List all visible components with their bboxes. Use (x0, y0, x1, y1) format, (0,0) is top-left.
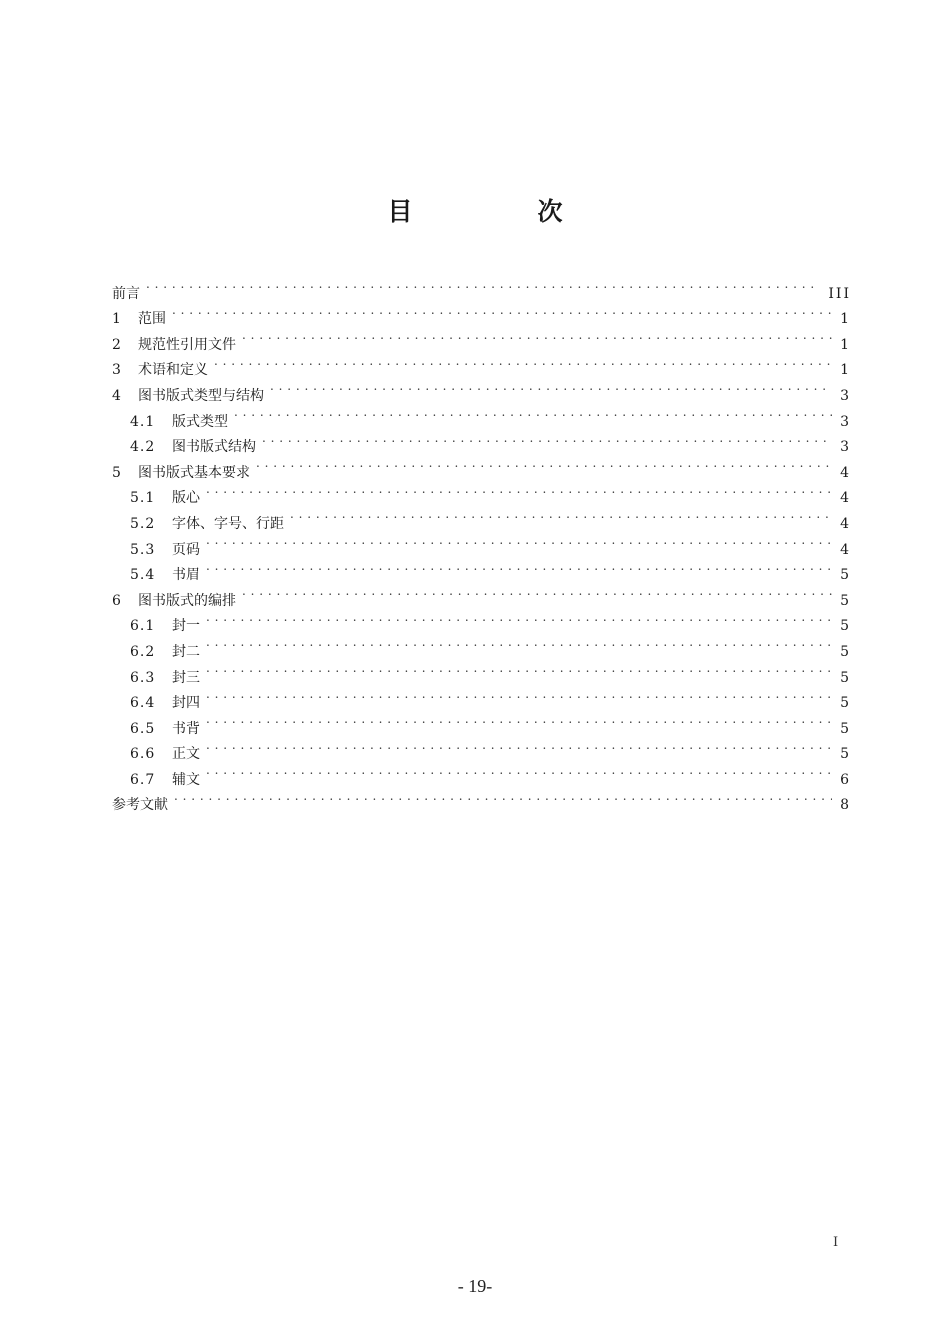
toc-dot-leader (206, 733, 832, 759)
toc-entry-number: 4 (112, 387, 122, 404)
toc-dot-leader (206, 682, 832, 708)
toc-entry-label: 版心 (172, 490, 200, 507)
toc-entry-label: 参考文献 (112, 797, 168, 814)
toc-entry-page: 1 (840, 311, 851, 328)
toc-entry-label: 正文 (172, 746, 200, 763)
toc-entry[interactable] (112, 758, 851, 788)
toc-entry-label: 页码 (172, 541, 200, 558)
toc-dot-leader (206, 758, 832, 784)
toc-entry[interactable] (112, 630, 851, 660)
toc-entry-number: 6 (112, 592, 122, 609)
toc-dot-leader (174, 784, 832, 810)
toc-entry-number: 6.4 (130, 695, 156, 712)
toc-entry-number: 6.6 (130, 746, 156, 763)
toc-entry-page: 5 (840, 695, 851, 712)
toc-entry[interactable] (112, 605, 851, 635)
toc-entry-label: 版式类型 (172, 413, 228, 430)
toc-entry-label: 范围 (138, 311, 166, 328)
toc-dot-leader (146, 272, 820, 298)
toc-entry-page: 3 (840, 387, 851, 404)
toc-entry-page: 5 (840, 669, 851, 686)
toc-entry-page: 3 (840, 439, 851, 456)
toc-entry-page: 5 (840, 618, 851, 635)
toc-entry-page: 4 (840, 490, 851, 507)
toc-dot-leader (206, 707, 832, 733)
toc-entry[interactable] (112, 579, 851, 609)
toc-dot-leader (290, 502, 832, 528)
toc-entry[interactable] (112, 502, 851, 532)
toc-entry-number: 4.2 (130, 439, 156, 456)
toc-entry-number: 2 (112, 336, 122, 353)
table-of-contents (112, 272, 851, 814)
toc-dot-leader (214, 349, 832, 375)
toc-dot-leader (242, 579, 832, 605)
toc-dot-leader (206, 605, 832, 631)
toc-entry-page: 4 (840, 464, 851, 481)
toc-entry-number: 5.3 (130, 541, 156, 558)
toc-entry-label: 术语和定义 (138, 362, 208, 379)
toc-entry-page: 5 (840, 746, 851, 763)
toc-entry-page: 4 (840, 541, 851, 558)
toc-entry-page: 1 (840, 336, 851, 353)
toc-entry[interactable] (112, 272, 851, 302)
toc-dot-leader (206, 554, 832, 580)
toc-dot-leader (206, 477, 832, 503)
toc-entry-label: 图书版式结构 (172, 439, 256, 456)
roman-folio: I (833, 1235, 839, 1250)
toc-entry-label: 图书版式基本要求 (138, 464, 250, 481)
toc-entry-number: 3 (112, 362, 122, 379)
toc-entry-label: 封四 (172, 695, 200, 712)
toc-entry-label: 图书版式类型与结构 (138, 387, 264, 404)
toc-entry-label: 图书版式的编排 (138, 592, 236, 609)
toc-entry-number: 5.2 (130, 515, 156, 532)
toc-entry-page: 6 (840, 771, 851, 788)
toc-dot-leader (172, 298, 832, 324)
toc-entry-label: 前言 (112, 285, 140, 302)
toc-entry-number: 6.2 (130, 643, 156, 660)
toc-entry[interactable] (112, 707, 851, 737)
toc-entry[interactable] (112, 374, 851, 404)
toc-entry-number: 4.1 (130, 413, 156, 430)
toc-entry-label: 规范性引用文件 (138, 336, 236, 353)
toc-dot-leader (242, 323, 832, 349)
toc-entry[interactable] (112, 784, 851, 814)
toc-entry-label: 书背 (172, 720, 200, 737)
toc-entry-page: 8 (840, 797, 851, 814)
toc-entry-number: 6.7 (130, 771, 156, 788)
toc-entry-number: 1 (112, 311, 122, 328)
toc-entry[interactable] (112, 477, 851, 507)
toc-entry[interactable] (112, 682, 851, 712)
toc-entry-page: 4 (840, 515, 851, 532)
toc-dot-leader (234, 400, 832, 426)
toc-entry-page: 5 (840, 643, 851, 660)
toc-entry-number: 5.4 (130, 567, 156, 584)
toc-entry[interactable] (112, 733, 851, 763)
toc-entry-label: 封一 (172, 618, 200, 635)
toc-entry-label: 封三 (172, 669, 200, 686)
toc-entry[interactable] (112, 298, 851, 328)
toc-entry-label: 书眉 (172, 567, 200, 584)
toc-entry[interactable] (112, 323, 851, 353)
toc-entry-page: 5 (840, 592, 851, 609)
page-title: 目 次 (387, 197, 613, 226)
toc-dot-leader (256, 451, 832, 477)
toc-entry-number: 6.1 (130, 618, 156, 635)
toc-dot-leader (270, 374, 832, 400)
toc-dot-leader (206, 528, 832, 554)
toc-entry-page: 3 (840, 413, 851, 430)
toc-entry-page: 1 (840, 362, 851, 379)
toc-entry-page: III (828, 285, 851, 302)
toc-entry[interactable] (112, 528, 851, 558)
toc-entry[interactable] (112, 349, 851, 379)
toc-entry-label: 辅文 (172, 771, 200, 788)
toc-entry[interactable] (112, 554, 851, 584)
toc-entry-page: 5 (840, 567, 851, 584)
toc-entry[interactable] (112, 656, 851, 686)
toc-dot-leader (206, 630, 832, 656)
toc-entry-label: 封二 (172, 643, 200, 660)
toc-entry-number: 5.1 (130, 490, 156, 507)
toc-entry-number: 6.5 (130, 720, 156, 737)
toc-entry-label: 字体、字号、行距 (172, 515, 284, 532)
toc-entry-number: 5 (112, 464, 122, 481)
toc-entry-number: 6.3 (130, 669, 156, 686)
toc-entry-page: 5 (840, 720, 851, 737)
toc-dot-leader (262, 426, 832, 452)
page-number: - 19- (457, 1276, 493, 1296)
toc-dot-leader (206, 656, 832, 682)
